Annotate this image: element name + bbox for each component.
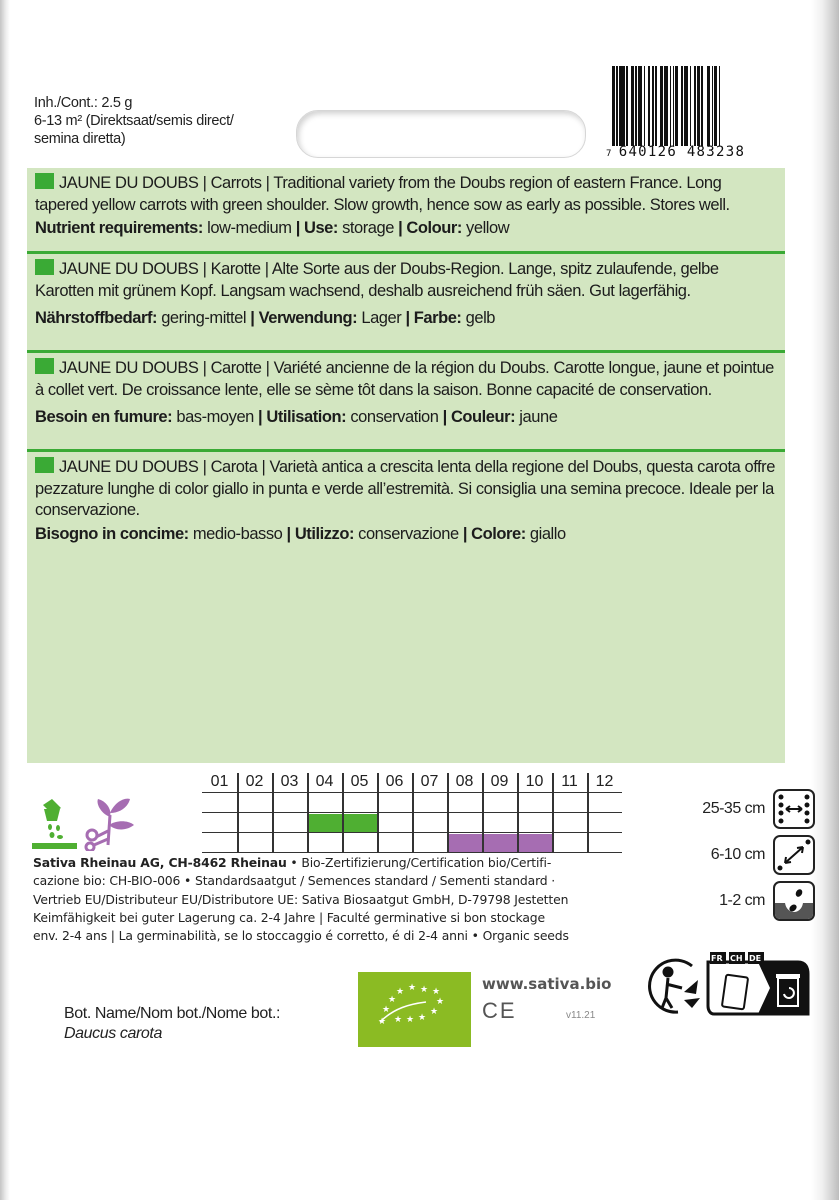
harvest-period-cell (482, 834, 517, 852)
spacing-info (670, 786, 815, 924)
svg-text:★: ★ (378, 1017, 387, 1027)
svg-text:★: ★ (394, 1015, 403, 1025)
plant-distance: 6-10 cm (670, 832, 815, 878)
calendar-divider (447, 773, 449, 852)
calendar-divider (237, 773, 239, 852)
month-06: 06 (385, 773, 404, 790)
harvest-period-cell (447, 834, 482, 852)
harvest-icon (86, 815, 110, 851)
svg-text:★: ★ (418, 1013, 427, 1023)
month-08: 08 (455, 773, 474, 790)
row-distance-icon (773, 789, 815, 829)
svg-text:★: ★ (388, 995, 397, 1005)
sowing-icon (32, 799, 77, 849)
svg-text:★: ★ (382, 1005, 391, 1015)
calendar-divider (342, 773, 344, 852)
month-11: 11 (561, 773, 578, 790)
barcode-bars (612, 66, 723, 146)
month-01: 01 (210, 773, 229, 790)
contents-info (34, 94, 234, 148)
calendar-divider (517, 773, 519, 852)
calendar-divider (307, 773, 309, 852)
month-02: 02 (245, 773, 264, 790)
calendar-grid (202, 792, 622, 852)
packet-left-edge (0, 0, 10, 1200)
botanical-name: Bot. Name/Nom bot./Nome bot.: Daucus carota (64, 1005, 281, 1042)
triman-icon (650, 960, 692, 1012)
month-05: 05 (350, 773, 369, 790)
svg-text:FR: FR (711, 954, 723, 963)
version-label: v11.21 (566, 1010, 596, 1021)
svg-text:★: ★ (436, 997, 445, 1007)
month-09: 09 (490, 773, 509, 790)
green-square-icon (35, 173, 54, 189)
month-03: 03 (280, 773, 299, 790)
description-de: JAUNE DU DOUBS | Karotte | Alte Sorte aus der Doubs-Region. Lange, spitz zulaufende, gelbe Karotten mit grünem Kopf. Langsam wachsend, deshalb ausreichend früh säen. Gut lagerfähig. Nährstoffbedarf: gering-mittel | Verwendung: Lager | Farbe: gelb (27, 251, 785, 350)
net-contents: Inh./Cont.: 2.5 g (34, 95, 133, 111)
legal-info: Sativa Rheinau AG, CH-8462 Rheinau • Bio-Zertifizierung/Certification bio/Certifi- cazione bio: CH-BIO-006 • Standardsaatgut / Semences standard / Sementi standard · Vertrieb EU/Distributeur EU/Distributore UE: Sativa Biosaatgut GmbH, D-79798 Jestetten Keimfähigkeit bei guter Lagerung ca. 2-4 Jahre | Faculté germinative si bon stockage env. 2-4 ans | La germinabilità, se lo stoccaggio é corretto, é di 2-4 anni • Organic seeds (33, 855, 569, 944)
green-square-icon (35, 358, 54, 374)
green-square-icon (35, 259, 54, 275)
calendar-divider (587, 773, 589, 852)
sowing-calendar (202, 772, 622, 852)
svg-text:★: ★ (408, 983, 417, 993)
sowing-harvest-icons (30, 795, 140, 851)
company-name: Sativa Rheinau AG, CH-8462 Rheinau (33, 855, 287, 870)
calendar-divider (377, 773, 379, 852)
month-07: 07 (420, 773, 439, 790)
barcode-number: 7 640126 483238 (606, 144, 746, 160)
sowing-period-cell (307, 814, 342, 832)
calendar-divider (482, 773, 484, 852)
harvest-period-cell (517, 834, 552, 852)
sowing-period-cell (342, 814, 377, 832)
month-12: 12 (595, 773, 614, 790)
hang-hole (296, 110, 586, 158)
plant-distance-icon (773, 835, 815, 875)
packet-right-edge (811, 0, 839, 1200)
svg-text:★: ★ (432, 987, 441, 997)
eu-organic-logo-icon (358, 972, 471, 1047)
coverage-area: 6-13 m² (Direktsaat/semis direct/ (34, 113, 234, 129)
green-square-icon (35, 457, 54, 473)
ce-mark-icon: CE (482, 998, 517, 1023)
sowing-depth-icon (773, 881, 815, 921)
website-link[interactable]: www.sativa.bio (482, 975, 612, 993)
svg-text:DE: DE (749, 954, 762, 963)
recycling-info-icon (648, 950, 810, 1020)
row-distance: 25-35 cm (670, 786, 815, 832)
barcode (606, 66, 796, 162)
svg-text:★: ★ (420, 985, 429, 995)
description-panel (27, 168, 785, 763)
sowing-depth: 1-2 cm (670, 878, 815, 924)
svg-text:★: ★ (430, 1007, 439, 1017)
latin-name: Daucus carota (64, 1025, 162, 1042)
description-fr: JAUNE DU DOUBS | Carotte | Variété ancienne de la région du Doubs. Carotte longue, jaune et pointue à collet vert. De croissance lente, elle se sème tôt dans la saison. Bonne capacité de conservation. Besoin en fumure: bas-moyen | Utilisation: conservation | Couleur: jaune (27, 350, 785, 449)
svg-text:★: ★ (406, 1015, 415, 1025)
calendar-divider (552, 773, 554, 852)
svg-text:CH: CH (730, 954, 743, 963)
calendar-divider (272, 773, 274, 852)
calendar-divider (412, 773, 414, 852)
month-10: 10 (525, 773, 544, 790)
svg-text:★: ★ (396, 987, 405, 997)
description-it: JAUNE DU DOUBS | Carota | Varietà antica a crescita lenta della regione del Doubs, questa carota offre pezzature lunghe di color giallo in punta e verde all’estremità. Si consiglia una semina precoce. Ideale per la conservazione. Bisogno in concime: medio-basso | Utilizzo: conservazione | Colore: giallo (27, 449, 785, 550)
description-en: JAUNE DU DOUBS | Carrots | Traditional variety from the Doubs region of eastern France. Long tapered yellow carrots with green shoulder. Slow growth, hence sow as early as possible. Stores well. Nutrient requirements: low-medium | Use: storage | Colour: yellow (35, 174, 730, 237)
coverage-area-cont: semina diretta) (34, 131, 126, 147)
month-04: 04 (315, 773, 334, 790)
